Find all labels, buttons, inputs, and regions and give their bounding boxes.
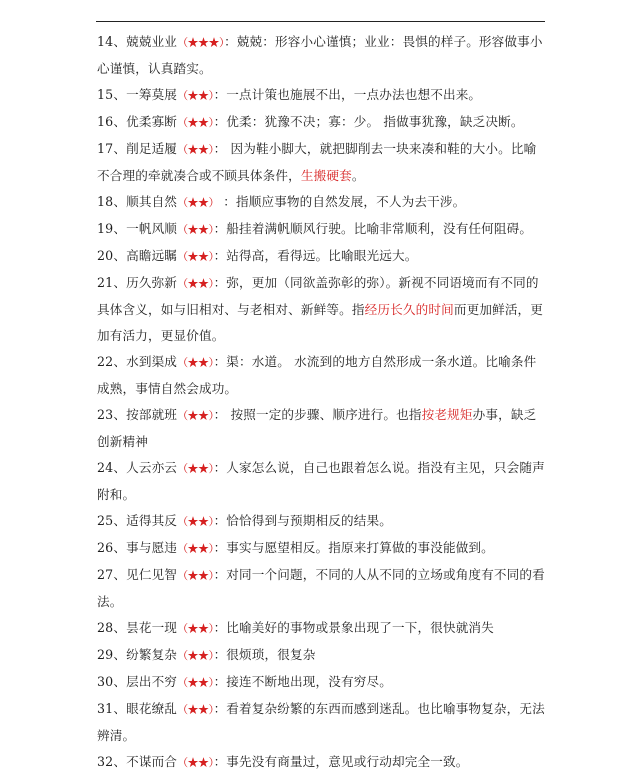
idiom-entry — [97, 243, 549, 270]
idiom-definition: ：船挂着满帆顺风行驶。比喻非常顺利，没有任何阻碍。 — [213, 221, 533, 236]
idiom-definition: ：很烦琐，很复杂 — [213, 647, 316, 662]
idiom-definition: ： 因为鞋小脚大，就把脚削去一块来凑和鞋的大小。比喻不合理的牵就凑合或不顾具体条件， — [97, 141, 537, 183]
idiom-term: 适得其反 — [126, 513, 178, 528]
idiom-term: 眼花缭乱 — [126, 701, 178, 716]
idiom-definition: ： 按照一定的步骤、顺序进行。也指 — [213, 407, 422, 422]
idiom-entry — [97, 749, 549, 776]
idiom-entry — [97, 402, 549, 455]
entry-number: 14、 — [97, 34, 127, 49]
entry-number: 31、 — [97, 701, 127, 716]
idiom-list — [97, 29, 549, 776]
idiom-definition: ：对同一个问题，不同的人从不同的立场或角度有不同的看法。 — [97, 567, 545, 609]
highlighted-phrase: 生搬硬套 — [300, 168, 352, 183]
idiom-definition: ：弥，更加（同欲盖弥彰的弥）。新视不同语境而有不同的具体含义，如与旧相对、与老相对、新鲜等。指 — [97, 275, 539, 317]
difficulty-stars: （★★） — [177, 462, 214, 475]
idiom-term: 削足适履 — [126, 141, 178, 156]
entry-number: 17、 — [97, 141, 127, 156]
idiom-entry — [97, 109, 549, 136]
idiom-entry — [97, 669, 549, 696]
idiom-definition: ：看着复杂纷繁的东西而感到迷乱。也比喻事物复杂，无法辨清。 — [97, 701, 545, 743]
idiom-term: 历久弥新 — [126, 275, 178, 290]
difficulty-stars: （★★） — [177, 223, 214, 236]
entry-number: 28、 — [97, 620, 127, 635]
idiom-term: 顺其自然 — [126, 194, 178, 209]
idiom-term: 一筹莫展 — [126, 87, 178, 102]
idiom-definition: ：事先没有商量过，意见或行动却完全一致。 — [213, 754, 469, 769]
difficulty-stars: （★★） — [177, 356, 214, 369]
idiom-definition: ：站得高，看得远。比喻眼光远大。 — [213, 248, 418, 263]
difficulty-stars: （★★） — [177, 622, 214, 635]
entry-number: 15、 — [97, 87, 127, 102]
entry-number: 20、 — [97, 248, 127, 263]
idiom-entry — [97, 508, 549, 535]
idiom-term: 按部就班 — [126, 407, 178, 422]
idiom-definition: ：事实与愿望相反。指原来打算做的事没能做到。 — [213, 540, 494, 555]
difficulty-stars: （★★★） — [177, 36, 225, 49]
difficulty-stars: （★★） — [177, 542, 214, 555]
idiom-entry — [97, 216, 549, 243]
difficulty-stars: （★★） — [177, 569, 214, 582]
entry-number: 19、 — [97, 221, 127, 236]
idiom-definition: ：指顺应事物的自然发展，不人为去干涉。 — [219, 194, 466, 209]
difficulty-stars: （★★） — [177, 703, 214, 716]
difficulty-stars: （★★） — [177, 143, 214, 156]
entry-number: 22、 — [97, 354, 127, 369]
idiom-entry — [97, 82, 549, 109]
idiom-definition: ：人家怎么说，自己也跟着怎么说。指没有主见，只会随声附和。 — [97, 460, 545, 502]
idiom-term: 事与愿违 — [126, 540, 178, 555]
idiom-entry — [97, 136, 549, 189]
difficulty-stars: （★★） — [177, 409, 214, 422]
difficulty-stars: （★★） — [177, 250, 214, 263]
entry-number: 27、 — [97, 567, 127, 582]
idiom-term: 一帆风顺 — [126, 221, 178, 236]
idiom-term: 高瞻远瞩 — [126, 248, 178, 263]
entry-number: 16、 — [97, 114, 127, 129]
idiom-term: 优柔寡断 — [126, 114, 178, 129]
difficulty-stars: （★★） — [177, 89, 214, 102]
idiom-definition-tail: 办事，缺乏创新精神 — [97, 407, 537, 449]
idiom-definition: ：一点计策也施展不出，一点办法也想不出来。 — [213, 87, 482, 102]
difficulty-stars: （★★） — [177, 277, 214, 290]
highlighted-phrase: 按老规矩 — [421, 407, 473, 422]
difficulty-stars: （★★） — [177, 196, 220, 209]
entry-number: 18、 — [97, 194, 127, 209]
idiom-entry — [97, 349, 549, 402]
entry-number: 30、 — [97, 674, 127, 689]
entry-number: 23、 — [97, 407, 127, 422]
idiom-definition-tail: 。 — [351, 168, 365, 183]
idiom-term: 人云亦云 — [126, 460, 178, 475]
idiom-definition-tail: 而更加鲜活，更加有活力，更显价值。 — [97, 302, 544, 343]
idiom-definition: ：渠：水道。 水流到的地方自然形成一条水道。比喻条件成熟，事情自然会成功。 — [97, 354, 537, 396]
entry-number: 32、 — [97, 754, 127, 769]
idiom-term: 见仁见智 — [126, 567, 178, 582]
idiom-entry — [97, 535, 549, 562]
idiom-entry — [97, 642, 549, 669]
idiom-term: 兢兢业业 — [126, 34, 178, 49]
highlighted-phrase: 经历长久的时间 — [364, 302, 454, 317]
idiom-entry — [97, 562, 549, 615]
entry-number: 25、 — [97, 513, 127, 528]
idiom-entry — [97, 696, 549, 749]
entry-number: 29、 — [97, 647, 127, 662]
top-divider — [96, 21, 545, 22]
idiom-term: 纷繁复杂 — [126, 647, 178, 662]
idiom-definition: ：兢兢：形容小心谨慎；业业：畏惧的样子。形容做事小心谨慎，认真踏实。 — [97, 34, 543, 76]
entry-number: 26、 — [97, 540, 127, 555]
idiom-entry — [97, 189, 549, 216]
idiom-entry — [97, 270, 549, 349]
difficulty-stars: （★★） — [177, 649, 214, 662]
idiom-definition: ：接连不断地出现，没有穷尽。 — [213, 674, 392, 689]
idiom-definition: ：恰恰得到与预期相反的结果。 — [213, 513, 392, 528]
difficulty-stars: （★★） — [177, 116, 214, 129]
idiom-entry — [97, 29, 549, 82]
idiom-definition: ：比喻美好的事物或景象出现了一下，很快就消失 — [213, 620, 494, 635]
idiom-term: 水到渠成 — [126, 354, 178, 369]
idiom-definition: ：优柔：犹豫不决；寡：少。 指做事犹豫，缺乏决断。 — [213, 114, 524, 129]
idiom-entry — [97, 615, 549, 642]
difficulty-stars: （★★） — [177, 515, 214, 528]
difficulty-stars: （★★） — [177, 676, 214, 689]
entry-number: 24、 — [97, 460, 127, 475]
entry-number: 21、 — [97, 275, 127, 290]
idiom-term: 不谋而合 — [126, 754, 178, 769]
difficulty-stars: （★★） — [177, 756, 214, 769]
idiom-term: 层出不穷 — [126, 674, 178, 689]
idiom-term: 昙花一现 — [126, 620, 178, 635]
idiom-entry — [97, 455, 549, 508]
